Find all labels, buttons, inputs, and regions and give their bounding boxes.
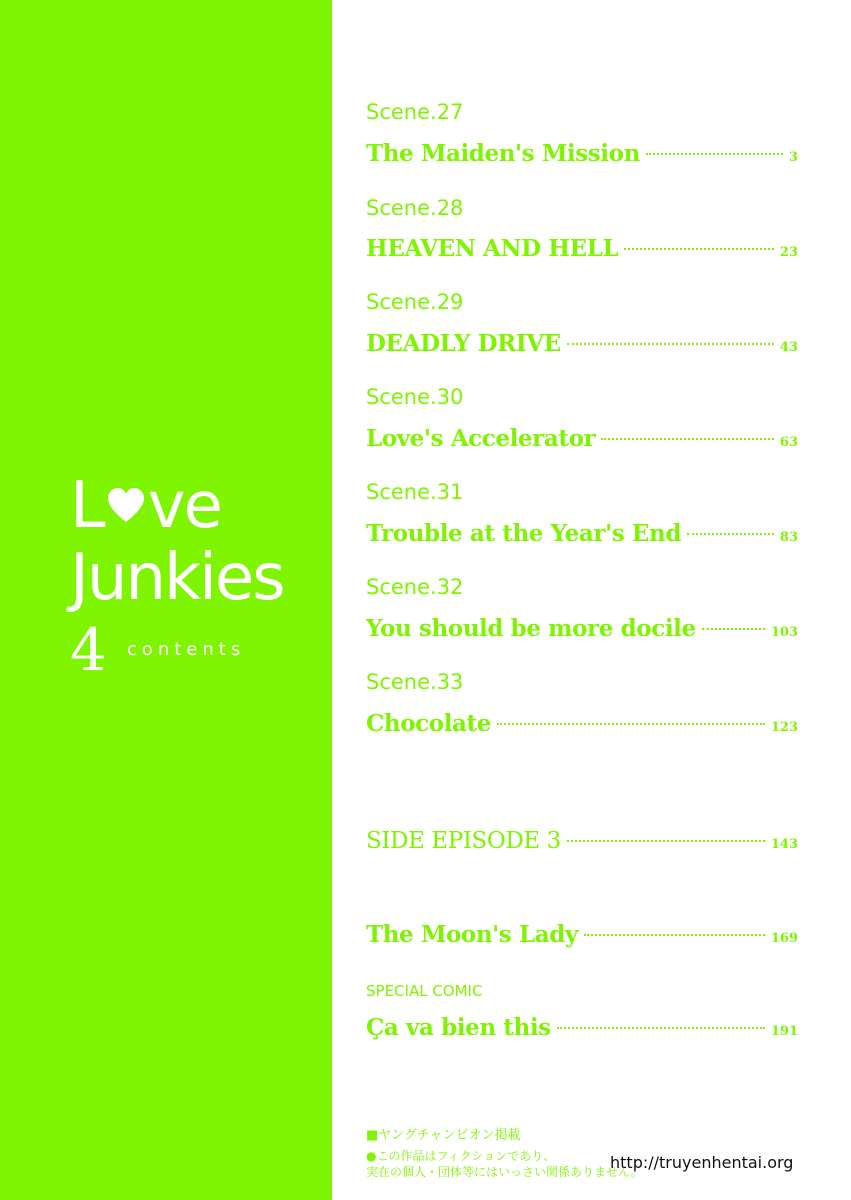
page-number: 169 bbox=[770, 931, 798, 946]
dot-leader bbox=[646, 153, 783, 155]
footer-notes bbox=[366, 1128, 643, 1180]
toc-entry[interactable] bbox=[366, 425, 798, 452]
toc-entry-special[interactable] bbox=[366, 1014, 798, 1041]
scene-label: Scene.31 bbox=[366, 480, 464, 504]
toc-entry-side-episode[interactable] bbox=[366, 828, 798, 854]
watermark-url: http://truyenhentai.org bbox=[610, 1153, 794, 1172]
title-line-junkies: Junkies bbox=[70, 541, 284, 615]
volume-number: 4 bbox=[70, 616, 107, 684]
dot-leader bbox=[584, 934, 765, 936]
toc-entry[interactable] bbox=[366, 710, 798, 737]
page-number: 83 bbox=[779, 530, 798, 545]
chapter-title: The Maiden's Mission bbox=[366, 140, 640, 167]
chapter-title: HEAVEN AND HELL bbox=[366, 235, 619, 262]
scene-label: Scene.29 bbox=[366, 290, 464, 314]
dot-leader bbox=[567, 343, 774, 345]
dot-leader bbox=[567, 840, 765, 842]
chapter-title: DEADLY DRIVE bbox=[366, 330, 561, 357]
page-number: 23 bbox=[779, 245, 798, 260]
title-logo bbox=[70, 469, 284, 684]
dot-leader bbox=[702, 628, 765, 630]
toc-entry-moons-lady[interactable] bbox=[366, 921, 798, 948]
page-number: 191 bbox=[770, 1024, 798, 1039]
chapter-title: You should be more docile bbox=[366, 615, 696, 642]
page-number: 143 bbox=[770, 837, 798, 852]
title-line-love bbox=[70, 470, 284, 542]
toc-entry[interactable] bbox=[366, 615, 798, 642]
title-letter-l: L bbox=[70, 469, 104, 543]
toc-entry[interactable] bbox=[366, 330, 798, 357]
page-number: 43 bbox=[779, 340, 798, 355]
chapter-title: Trouble at the Year's End bbox=[366, 520, 682, 547]
fiction-note-line2: 実在の個人・団体等にはいっさい関係ありません。 bbox=[366, 1165, 643, 1179]
toc-entry[interactable] bbox=[366, 140, 798, 167]
fiction-note-line1: ●この作品はフィクションであり、 bbox=[366, 1149, 556, 1163]
title-letters-ve: ve bbox=[147, 469, 221, 543]
dot-leader bbox=[497, 723, 765, 725]
chapter-title: The Moon's Lady bbox=[366, 921, 578, 948]
toc-entry[interactable] bbox=[366, 235, 798, 262]
scene-label: Scene.30 bbox=[366, 385, 464, 409]
publication-note: ■ヤングチャンピオン掲載 bbox=[366, 1128, 521, 1143]
dot-leader bbox=[601, 438, 774, 440]
page-number: 63 bbox=[779, 435, 798, 450]
cover-green-panel bbox=[0, 0, 332, 1200]
volume-row bbox=[70, 616, 284, 684]
side-episode-title: SIDE EPISODE 3 bbox=[366, 828, 561, 854]
toc-entry[interactable] bbox=[366, 520, 798, 547]
page-number: 3 bbox=[788, 150, 798, 165]
dot-leader bbox=[557, 1027, 765, 1029]
chapter-title: Chocolate bbox=[366, 710, 492, 737]
dot-leader bbox=[624, 248, 774, 250]
contents-label: contents bbox=[126, 639, 246, 660]
chapter-title: Ça va bien this bbox=[366, 1014, 551, 1041]
scene-label: Scene.27 bbox=[366, 100, 464, 124]
page-number: 123 bbox=[770, 720, 798, 735]
dot-leader bbox=[687, 533, 774, 535]
chapter-title: Love's Accelerator bbox=[366, 425, 596, 452]
special-comic-label: SPECIAL COMIC bbox=[366, 982, 483, 1000]
page-number: 103 bbox=[770, 625, 798, 640]
heart-icon bbox=[106, 486, 146, 526]
scene-label: Scene.33 bbox=[366, 670, 464, 694]
scene-label: Scene.28 bbox=[366, 196, 464, 220]
scene-label: Scene.32 bbox=[366, 575, 464, 599]
